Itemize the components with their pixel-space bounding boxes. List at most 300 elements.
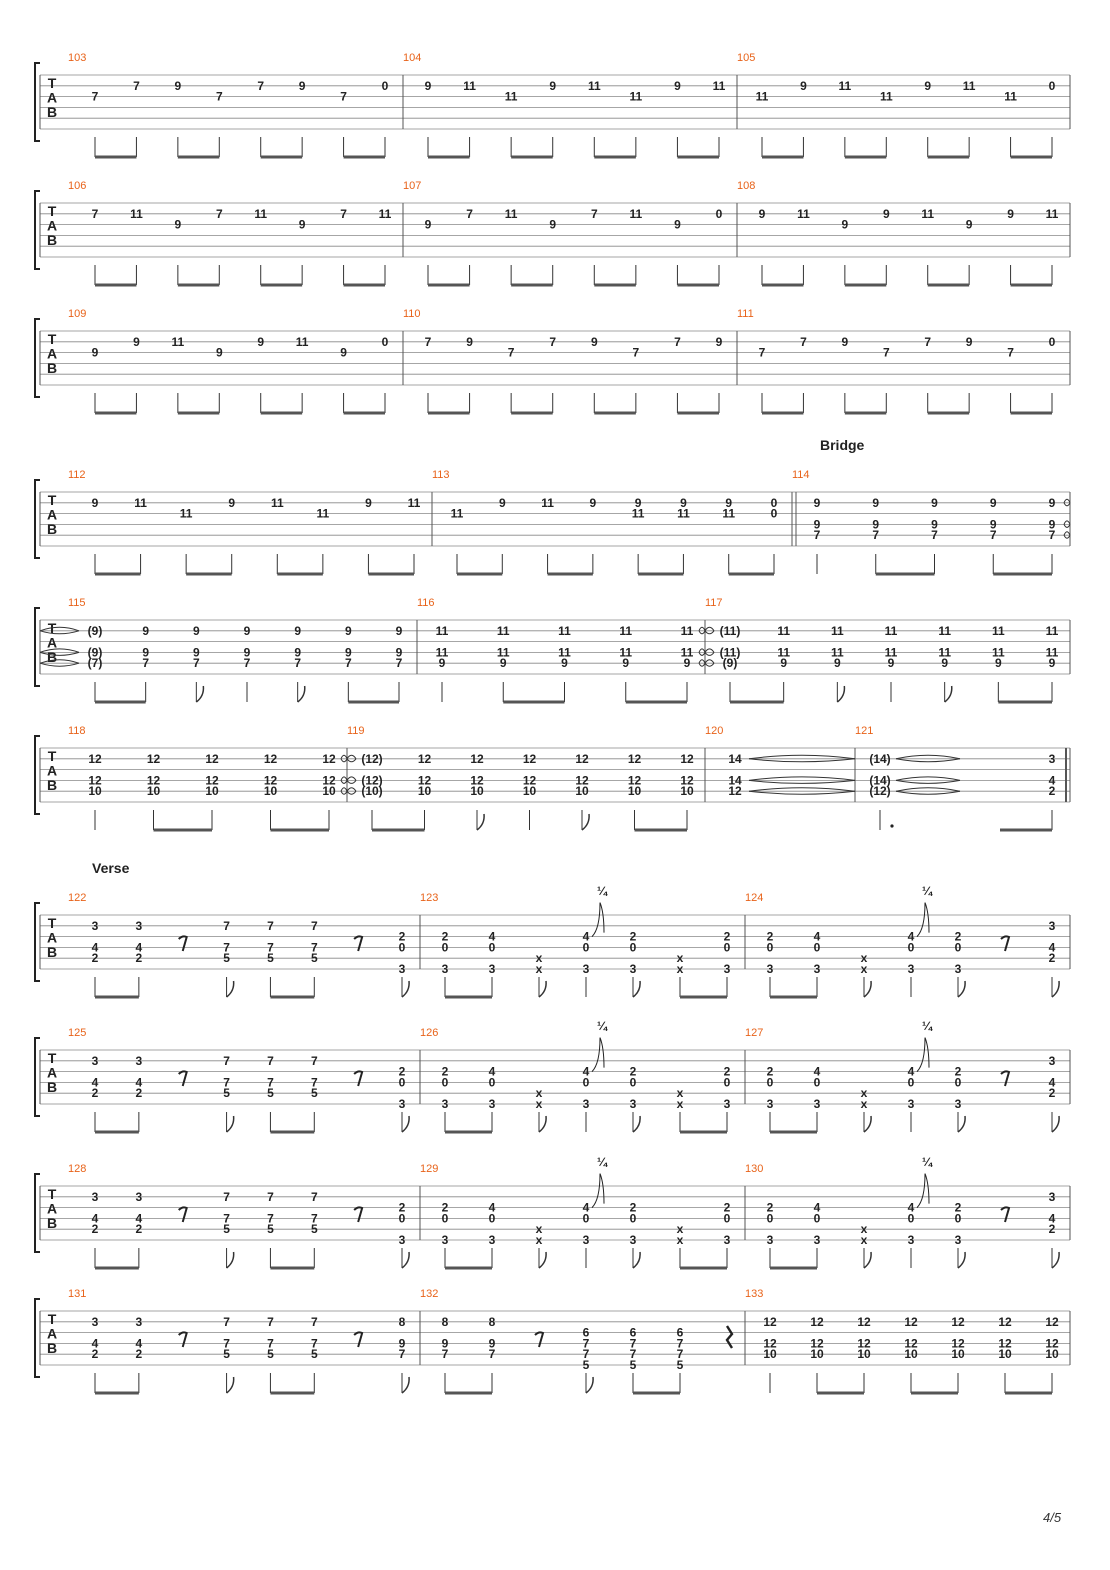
fret-number: 9 — [965, 217, 973, 232]
tab-clef-letter: T — [47, 748, 57, 764]
fret-number: 5 — [310, 1086, 318, 1101]
fret-number: 11 — [830, 623, 844, 638]
fret-number: 2 — [441, 1064, 449, 1079]
fret-number: 11 — [463, 78, 476, 93]
tab-clef-letter: B — [46, 1340, 58, 1357]
measure-number: 110 — [403, 308, 421, 320]
fret-number: 9 — [365, 495, 372, 510]
tab-clef-letter: A — [46, 1200, 58, 1217]
tab-clef-letter: T — [47, 620, 57, 636]
measure-number: 121 — [855, 725, 874, 737]
eighth-flag — [633, 981, 640, 997]
fret-number: 10 — [998, 1347, 1012, 1362]
staff-system — [35, 437, 1070, 574]
fret-number: 12 — [322, 751, 336, 766]
eighth-flag — [1052, 1252, 1059, 1268]
fret-number: 7 — [676, 1336, 684, 1351]
eighth-rest — [1001, 1207, 1009, 1222]
fret-number: 4 — [91, 1211, 99, 1226]
fret-number: 9 — [298, 217, 306, 232]
fret-number: 9 — [872, 495, 880, 510]
tab-clef-letter: A — [46, 929, 58, 946]
measure-number: 128 — [68, 1163, 87, 1175]
fret-number: 9 — [931, 495, 938, 510]
eighth-rest — [1001, 1071, 1009, 1086]
fret-number: 9 — [887, 656, 895, 671]
quarter-rest — [727, 1326, 732, 1348]
eighth-flag — [539, 1116, 546, 1132]
eighth-flag — [958, 1116, 965, 1132]
fret-number: 6 — [582, 1325, 590, 1340]
measure-number: 118 — [68, 725, 86, 737]
fret-number: 9 — [715, 334, 723, 349]
fret-number: 9 — [398, 1336, 406, 1351]
fret-number: 7 — [267, 1053, 274, 1068]
fret-number: 10 — [263, 784, 278, 799]
staff-system — [35, 725, 1070, 830]
fret-number: 9 — [549, 217, 557, 232]
fret-number: 4 — [813, 1064, 821, 1079]
fret-number: 9 — [294, 623, 302, 638]
fret-number: 9 — [441, 1336, 449, 1351]
fret-number: 0 — [813, 940, 821, 955]
measure-number: 111 — [737, 308, 754, 320]
fret-number: 5 — [310, 1222, 318, 1237]
eighth-flag — [196, 686, 203, 702]
eighth-flag — [477, 814, 484, 830]
fret-number: 11 — [680, 645, 694, 660]
release-arrow — [600, 1174, 604, 1204]
tie-arc — [896, 780, 960, 783]
tie-arc — [705, 663, 714, 666]
fret-number: 7 — [294, 656, 302, 671]
fret-number: 9 — [192, 623, 200, 638]
fret-number: 11 — [777, 623, 791, 638]
eighth-flag — [864, 981, 871, 997]
tie-arc — [749, 755, 855, 759]
fret-number: 10 — [322, 784, 336, 799]
fret-number: 10 — [904, 1347, 918, 1362]
fret-number: 0 — [770, 506, 778, 521]
fret-number: 9 — [680, 495, 687, 510]
fret-number: 4 — [907, 1200, 915, 1215]
fret-number: 11 — [1045, 206, 1059, 221]
fret-number: 2 — [91, 1086, 99, 1101]
tie-arc — [341, 755, 347, 759]
tie-arc — [699, 631, 705, 634]
tab-clef-letter: T — [47, 203, 57, 219]
fret-number: 12 — [998, 1336, 1012, 1351]
fret-number: 4 — [907, 929, 915, 944]
measure-number: 130 — [745, 1163, 764, 1175]
fret-number: 7 — [758, 345, 766, 360]
tie-arc — [699, 649, 705, 653]
fret-number: 2 — [398, 1200, 406, 1215]
tie-arc — [347, 780, 356, 783]
fret-number: (10) — [361, 784, 383, 799]
fret-number: 7 — [629, 1347, 637, 1362]
fret-number: 4 — [1048, 940, 1056, 955]
fret-number: 11 — [496, 645, 510, 660]
tie-arc — [341, 759, 347, 762]
fret-number: 10 — [470, 784, 484, 799]
tie-arc — [705, 627, 714, 631]
fret-number: 9 — [340, 345, 347, 360]
fret-number: 7 — [267, 918, 274, 933]
fret-number: 11 — [991, 645, 1005, 660]
tie-arc — [1064, 532, 1070, 536]
fret-number: 7 — [91, 206, 99, 221]
fret-number: 11 — [629, 206, 643, 221]
system-bracket — [35, 319, 40, 397]
fret-number: (12) — [361, 773, 383, 788]
fret-number: 2 — [135, 1086, 143, 1101]
fret-number: (11) — [719, 623, 741, 638]
bend-amount: ¼ — [921, 1155, 933, 1169]
fret-number: 2 — [1048, 1222, 1056, 1237]
fret-number: 3 — [813, 1097, 821, 1111]
fret-number: 11 — [962, 78, 976, 93]
eighth-rest — [354, 936, 362, 951]
fret-number: 4 — [813, 1200, 821, 1215]
measure-number: 115 — [68, 597, 86, 609]
fret-number: 2 — [766, 1200, 774, 1215]
measure-number: 133 — [745, 1288, 764, 1300]
fret-number: 11 — [587, 78, 601, 93]
fret-number: 0 — [813, 1075, 821, 1090]
fret-number: 11 — [130, 206, 143, 221]
fret-number: 7 — [310, 1336, 318, 1351]
fret-number: 11 — [680, 623, 694, 638]
fret-number: 11 — [921, 206, 935, 221]
tie-arc — [896, 755, 960, 759]
fret-number: 12 — [627, 751, 642, 766]
fret-number: 0 — [629, 1211, 637, 1226]
fret-number: 7 — [243, 656, 251, 671]
staff-system — [35, 1019, 1070, 1132]
tie-arc — [749, 791, 855, 794]
eighth-rest — [179, 1207, 187, 1222]
fret-number: x — [535, 1086, 543, 1101]
release-arrow — [600, 903, 604, 933]
fret-number: 7 — [931, 528, 938, 543]
fret-number: 7 — [223, 940, 230, 955]
system-bracket — [35, 608, 40, 686]
fret-number: 0 — [629, 940, 637, 955]
fret-number: 7 — [813, 528, 821, 543]
tie-arc — [1064, 503, 1070, 506]
fret-number: 9 — [674, 78, 681, 93]
fret-number: 11 — [830, 645, 844, 660]
tie-arc — [699, 660, 705, 664]
measure-number: 119 — [347, 725, 365, 737]
fret-number: 2 — [91, 1347, 99, 1362]
system-bracket — [35, 903, 40, 981]
tie-arc — [1064, 535, 1070, 538]
fret-number: 12 — [857, 1336, 871, 1351]
fret-number: 2 — [135, 1222, 143, 1237]
fret-number: 12 — [470, 773, 484, 788]
eighth-rest — [354, 1207, 362, 1222]
fret-number: x — [676, 1233, 684, 1247]
fret-number: 3 — [766, 1233, 774, 1247]
fret-number: 3 — [954, 1233, 962, 1247]
fret-number: 7 — [267, 1336, 274, 1351]
fret-number: 9 — [841, 334, 849, 349]
tie-arc — [705, 652, 714, 655]
fret-number: 9 — [395, 645, 403, 660]
fret-number: 3 — [723, 1097, 731, 1111]
fret-number: 3 — [1048, 918, 1056, 933]
fret-number: 11 — [722, 506, 736, 521]
fret-number: 3 — [398, 1233, 406, 1247]
fret-number: 12 — [627, 773, 642, 788]
fret-number: 9 — [1048, 656, 1056, 671]
fret-number: 9 — [438, 656, 446, 671]
fret-number: 9 — [424, 217, 432, 232]
fret-number: 12 — [263, 773, 278, 788]
fret-number: 3 — [582, 962, 590, 976]
eighth-rest — [354, 1071, 362, 1086]
fret-number: 9 — [872, 517, 880, 532]
fret-number: 7 — [395, 656, 403, 671]
eighth-flag — [402, 1252, 409, 1268]
fret-number: 9 — [298, 78, 306, 93]
fret-number: 3 — [629, 962, 637, 976]
tab-clef-letter: A — [46, 217, 58, 234]
measure-number: 114 — [792, 469, 810, 481]
fret-number: 0 — [723, 1075, 731, 1090]
fret-number: x — [860, 962, 868, 976]
fret-number: 7 — [267, 1075, 274, 1090]
fret-number: 7 — [424, 334, 432, 349]
fret-number: 3 — [766, 1097, 774, 1111]
fret-number: x — [676, 962, 684, 976]
system-bracket — [35, 63, 40, 141]
fret-number: 7 — [267, 1189, 274, 1204]
measure-number: 116 — [417, 597, 435, 609]
fret-number: 0 — [954, 1075, 962, 1090]
fret-number: 0 — [766, 1211, 774, 1226]
fret-number: 9 — [965, 334, 973, 349]
eighth-flag — [864, 1252, 871, 1268]
eighth-flag — [402, 981, 409, 997]
tab-clef-letter: A — [46, 1325, 58, 1342]
tie-arc — [347, 759, 356, 762]
fret-number: 3 — [582, 1233, 590, 1247]
eighth-flag — [227, 1377, 234, 1393]
tie-arc — [1064, 524, 1070, 527]
fret-number: 9 — [813, 495, 821, 510]
fret-number: x — [535, 962, 543, 976]
fret-number: 2 — [766, 929, 774, 944]
fret-number: (11) — [719, 645, 741, 660]
fret-number: 12 — [146, 751, 161, 766]
fret-number: 4 — [1048, 773, 1056, 788]
fret-number: 9 — [561, 656, 568, 671]
fret-number: 5 — [267, 1347, 274, 1362]
fret-number: 7 — [924, 334, 932, 349]
fret-number: 3 — [135, 918, 143, 933]
fret-number: 4 — [135, 1211, 143, 1226]
fret-number: 9 — [989, 517, 997, 532]
fret-number: 5 — [676, 1358, 684, 1372]
fret-number: 0 — [715, 206, 723, 221]
fret-number: 0 — [770, 495, 778, 510]
fret-number: 14 — [728, 751, 742, 766]
fret-number: 9 — [133, 334, 140, 349]
fret-number: 7 — [507, 345, 515, 360]
fret-number: 11 — [629, 89, 643, 104]
fret-number: x — [676, 951, 684, 966]
fret-number: 8 — [441, 1314, 449, 1329]
fret-number: 10 — [763, 1347, 777, 1362]
fret-number: 5 — [267, 1086, 274, 1101]
fret-number: 7 — [223, 1314, 230, 1329]
fret-number: 11 — [378, 206, 392, 221]
fret-number: 9 — [228, 495, 236, 510]
fret-number: 9 — [882, 206, 890, 221]
tie-arc — [749, 788, 855, 792]
tie-arc — [347, 777, 356, 781]
fret-number: 2 — [629, 929, 637, 944]
fret-number: 3 — [813, 1233, 821, 1247]
fret-number: 10 — [1045, 1347, 1059, 1362]
fret-number: 2 — [135, 951, 143, 966]
fret-number: 3 — [723, 1233, 731, 1247]
tie-arc — [347, 755, 356, 759]
fret-number: 7 — [398, 1347, 406, 1362]
fret-number: 2 — [441, 929, 449, 944]
fret-number: x — [535, 1233, 543, 1247]
tie-arc — [699, 663, 705, 666]
fret-number: x — [676, 1222, 684, 1237]
measure-number: 120 — [705, 725, 724, 737]
fret-number: 8 — [398, 1314, 406, 1329]
tab-clef-letter: B — [46, 649, 58, 666]
fret-number: 12 — [88, 773, 102, 788]
bend-arrow — [592, 1174, 600, 1208]
fret-number: 9 — [931, 517, 938, 532]
fret-number: 12 — [998, 1314, 1012, 1329]
tie-arc — [896, 759, 960, 762]
staff-system — [35, 860, 1070, 997]
tab-clef-letter: A — [46, 345, 58, 362]
measure-number: 108 — [737, 180, 756, 192]
fret-number: (12) — [361, 751, 383, 766]
fret-number: 4 — [582, 1200, 590, 1215]
fret-number: 4 — [582, 1064, 590, 1079]
fret-number: 5 — [223, 1086, 230, 1101]
fret-number: x — [860, 951, 868, 966]
fret-number: 3 — [441, 962, 449, 976]
bend-arrow — [592, 1038, 600, 1072]
fret-number: 7 — [267, 940, 274, 955]
eighth-flag — [586, 1377, 593, 1393]
fret-number: 7 — [223, 1053, 230, 1068]
tab-clef-letter: B — [46, 1215, 58, 1232]
fret-number: 9 — [466, 334, 473, 349]
fret-number: 11 — [777, 645, 791, 660]
fret-number: 3 — [723, 962, 731, 976]
fret-number: 12 — [88, 751, 102, 766]
tie-arc — [341, 791, 347, 794]
fret-number: 9 — [683, 656, 691, 671]
fret-number: 3 — [582, 1097, 590, 1111]
fret-number: 2 — [1048, 951, 1056, 966]
measure-number: 132 — [420, 1288, 439, 1300]
fret-number: 3 — [488, 1233, 496, 1247]
tie-arc — [749, 780, 855, 783]
fret-number: 7 — [223, 1189, 230, 1204]
fret-number: 9 — [833, 656, 841, 671]
fret-number: 0 — [1048, 334, 1056, 349]
fret-number: x — [860, 1222, 868, 1237]
fret-number: 0 — [398, 940, 406, 955]
fret-number: 9 — [941, 656, 949, 671]
fret-number: 3 — [398, 1097, 406, 1111]
fret-number: 7 — [674, 334, 681, 349]
fret-number: 3 — [1048, 751, 1056, 766]
measure-number: 129 — [420, 1163, 439, 1175]
tab-clef-letter: B — [46, 232, 58, 249]
tie-arc — [896, 777, 960, 781]
measure-number: 131 — [68, 1288, 87, 1300]
fret-number: x — [535, 1222, 543, 1237]
tab-clef-letter: B — [46, 360, 58, 377]
fret-number: 9 — [91, 495, 99, 510]
fret-number: 11 — [450, 506, 464, 521]
fret-number: 7 — [1048, 528, 1056, 543]
fret-number: x — [860, 1086, 868, 1101]
fret-number: 0 — [907, 1211, 915, 1226]
fret-number: 11 — [558, 645, 571, 660]
fret-number: 11 — [270, 495, 284, 510]
system-bracket — [35, 191, 40, 269]
fret-number: 10 — [857, 1347, 871, 1362]
bend-amount: ¼ — [921, 884, 933, 898]
fret-number: 0 — [954, 940, 962, 955]
fret-number: 9 — [1048, 517, 1056, 532]
tie-arc — [1064, 521, 1070, 525]
fret-number: 7 — [629, 1336, 637, 1351]
fret-number: 3 — [1048, 1189, 1056, 1204]
fret-number: 8 — [488, 1314, 496, 1329]
tie-arc — [896, 788, 960, 792]
fret-number: 10 — [88, 784, 102, 799]
fret-number: 14 — [728, 773, 742, 788]
measure-number: 113 — [432, 469, 450, 481]
fret-number: 12 — [205, 751, 219, 766]
fret-number: 7 — [872, 528, 880, 543]
fret-number: 5 — [267, 1222, 274, 1237]
measure-number: 112 — [68, 469, 86, 481]
fret-number: 2 — [91, 1222, 99, 1237]
fret-number: 2 — [91, 951, 99, 966]
fret-number: 7 — [267, 1211, 274, 1226]
fret-number: 0 — [398, 1211, 406, 1226]
fret-number: 12 — [146, 773, 161, 788]
measure-number: 126 — [420, 1027, 439, 1039]
system-bracket — [35, 1299, 40, 1377]
fret-number: 0 — [488, 940, 496, 955]
tab-clef-letter: A — [46, 1064, 58, 1081]
fret-number: 2 — [954, 929, 962, 944]
fret-number: 2 — [723, 1064, 731, 1079]
fret-number: 7 — [192, 656, 200, 671]
eighth-rest — [179, 1332, 187, 1347]
fret-number: 9 — [1007, 206, 1014, 221]
